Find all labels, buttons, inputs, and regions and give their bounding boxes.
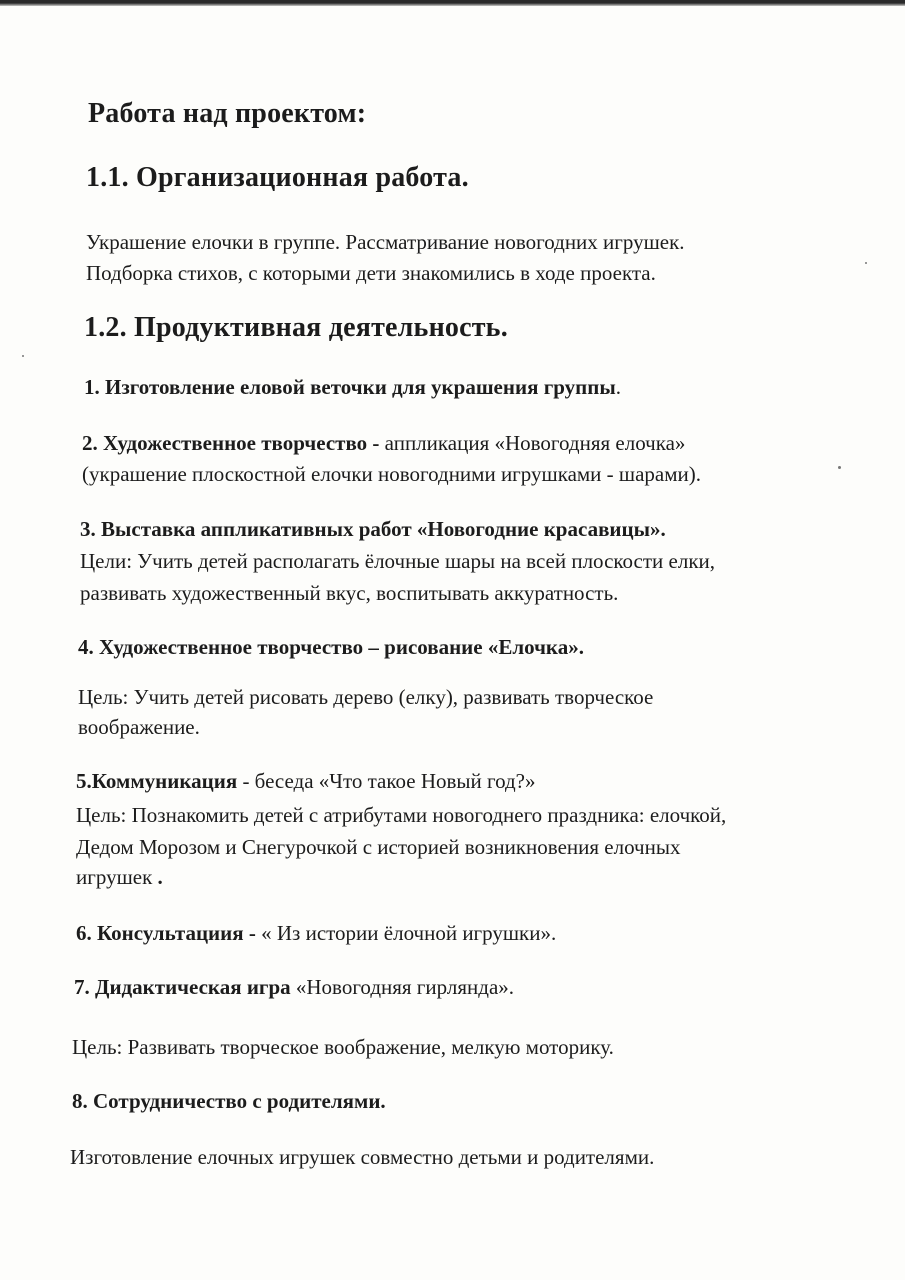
paragraph-line: Украшение елочки в группе. Рассматривание новогодних игрушек. bbox=[86, 230, 685, 254]
list-item-2 bbox=[82, 428, 685, 459]
list-item-6 bbox=[76, 918, 556, 949]
page-title: Работа над проектом: bbox=[88, 98, 367, 129]
list-item-5 bbox=[76, 766, 536, 797]
list-item-5-line4-text: игрушек bbox=[76, 865, 153, 889]
list-item-6-rest: « Из истории ёлочной игрушки». bbox=[255, 921, 557, 945]
list-item-8-line: Изготовление елочных игрушек совместно детьми и родителями. bbox=[70, 1145, 655, 1169]
list-item-1-tail: . bbox=[615, 375, 621, 399]
scan-speck bbox=[838, 466, 841, 469]
scan-speck bbox=[865, 262, 867, 264]
list-item-2-bold: 2. Художественное творчество - bbox=[82, 431, 380, 455]
list-item-8-bold: 8. Сотрудничество с родителями. bbox=[72, 1089, 386, 1113]
list-item-7-goal: Цель: Развивать творческое воображение, мелкую моторику. bbox=[72, 1035, 614, 1059]
paragraph-line: Подборка стихов, с которыми дети знакомились в ходе проекта. bbox=[86, 261, 656, 285]
list-item-5-bold: 5.Коммуникация bbox=[76, 769, 238, 793]
list-item-3-line3: развивать художественный вкус, воспитывать аккуратность. bbox=[80, 581, 619, 605]
list-item-4-goal-line2: воображение. bbox=[78, 715, 200, 739]
list-item-2-rest: аппликация «Новогодняя елочка» bbox=[379, 431, 686, 455]
list-item-5-rest: - беседа «Что такое Новый год?» bbox=[237, 769, 536, 793]
list-item-5-line4-bold: . bbox=[152, 865, 163, 889]
list-item-6-bold: 6. Консультациия - bbox=[76, 921, 256, 945]
list-item-5-line4 bbox=[76, 862, 163, 893]
section-heading-organizational: 1.1. Организационная работа. bbox=[86, 162, 469, 193]
list-item-2-line2: (украшение плоскостной елочки новогодними игрушками - шарами). bbox=[82, 462, 701, 486]
list-item-1-bold: 1. Изготовление еловой веточки для украшения группы bbox=[84, 375, 616, 399]
list-item-7 bbox=[74, 972, 514, 1003]
list-item-3-bold: 3. Выставка аппликативных работ «Новогодние красавицы». bbox=[80, 517, 666, 541]
list-item-4-bold: 4. Художественное творчество – рисование «Елочка». bbox=[78, 635, 584, 659]
list-item-3-line2: Цели: Учить детей располагать ёлочные шары на всей плоскости елки, bbox=[80, 549, 716, 573]
list-item-7-bold: 7. Дидактическая игра bbox=[74, 975, 291, 999]
scan-speck bbox=[22, 355, 24, 357]
list-item-5-line3: Дедом Морозом и Снегурочкой с историей возникновения елочных bbox=[76, 835, 681, 859]
list-item-1 bbox=[84, 372, 621, 403]
section-heading-productive: 1.2. Продуктивная деятельность. bbox=[84, 312, 508, 343]
list-item-7-rest: «Новогодняя гирлянда». bbox=[290, 975, 515, 999]
list-item-5-line2: Цель: Познакомить детей с атрибутами новогоднего праздника: елочкой, bbox=[76, 803, 727, 827]
list-item-4-goal-line1: Цель: Учить детей рисовать дерево (елку), развивать творческое bbox=[78, 685, 654, 709]
